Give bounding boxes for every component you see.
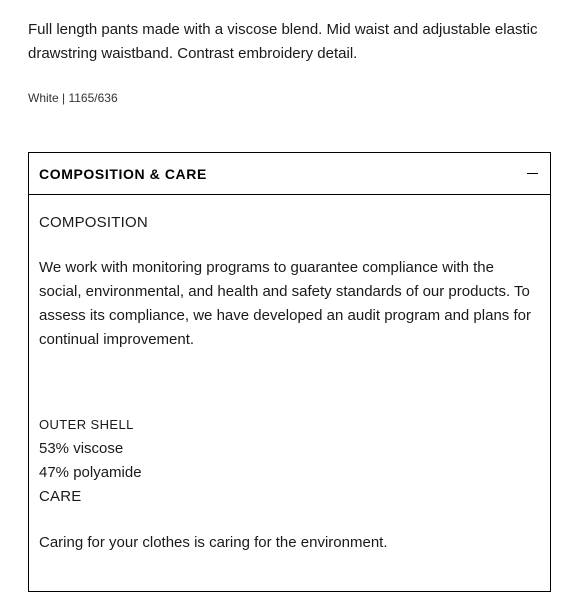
care-text: Caring for your clothes is caring for the environment.	[39, 534, 388, 551]
product-description: Full length pants made with a viscose blend. Mid waist and adjustable elastic drawstring waistband. Contrast embroidery detail.	[28, 21, 538, 62]
composition-text: We work with monitoring programs to guarantee compliance with the social, environmental, and health and safety standards of our products. To assess its compliance, we have developed an audit program and plans for continual improvement.	[39, 259, 531, 348]
minus-icon[interactable]	[527, 173, 538, 174]
product-color-reference: White | 1165/636	[28, 91, 118, 105]
material-item: 53% viscose	[39, 440, 124, 457]
care-heading: CARE	[39, 488, 82, 505]
composition-care-accordion	[28, 152, 551, 592]
composition-heading: COMPOSITION	[39, 214, 148, 231]
material-item: 47% polyamide	[39, 464, 142, 481]
outer-shell-label: OUTER SHELL	[39, 417, 134, 432]
accordion-title: COMPOSITION & CARE	[39, 165, 207, 182]
composition-care-toggle[interactable]	[29, 153, 550, 195]
